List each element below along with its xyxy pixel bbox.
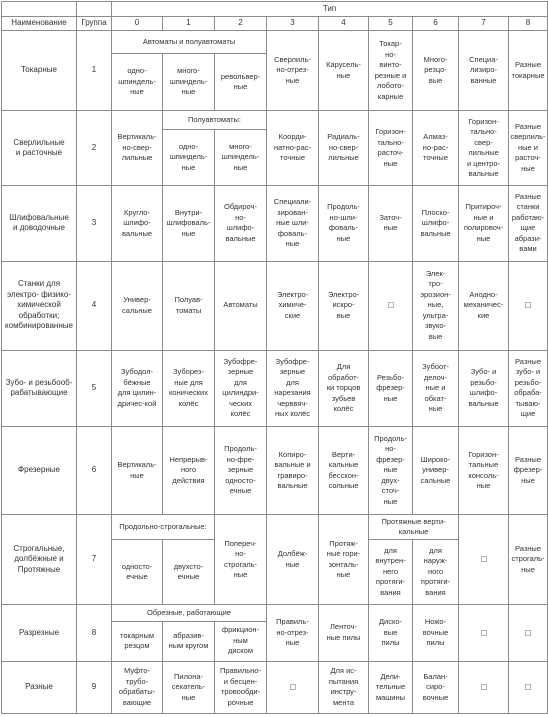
header-name: Наименование — [2, 16, 77, 31]
cell-type-1: двухсто- ечные — [163, 540, 215, 605]
span-header: Автоматы и полуавтоматы — [112, 31, 267, 54]
cell-type-1: Полуав- томаты — [163, 261, 215, 350]
row-group: 7 — [77, 514, 112, 604]
empty-box-icon — [525, 684, 531, 690]
cell-type-2: Правильно- и бесцен- тровообди- рочные — [215, 661, 267, 713]
row-group: 6 — [77, 427, 112, 515]
row-group: 9 — [77, 661, 112, 713]
empty-cell — [509, 661, 548, 713]
cell-type-5: Заточ- ные — [369, 186, 413, 261]
row-name: Сверлильные и расточные — [2, 110, 77, 185]
span-header: Продольно-строгальные: — [112, 514, 215, 539]
cell-type-0: Муфто- трубо- обрабаты- вающие — [112, 661, 163, 713]
row-group: 3 — [77, 186, 112, 261]
header-type-2: 2 — [215, 16, 267, 31]
cell-type-4: Для ис- пытания инстру- мента — [319, 661, 369, 713]
cell-type-5: Токар- но- винто- резные и лобото- карные — [369, 31, 413, 111]
empty-box-icon — [290, 684, 296, 690]
header-type-7: 7 — [459, 16, 509, 31]
cell-type-5: Резьбо- фрезер- ные — [369, 350, 413, 426]
cell-type-8: Разные токарные — [509, 31, 548, 111]
header-type: Тип — [112, 2, 548, 17]
cell-type-0: Кругло- шлифо- вальные — [112, 186, 163, 261]
empty-cell — [509, 605, 548, 662]
header-type-4: 4 — [319, 16, 369, 31]
cell-type-8: Разные строгаль- ные — [509, 514, 548, 604]
cell-type-5: Дели- тельные машины — [369, 661, 413, 713]
empty-box-icon — [525, 302, 531, 308]
cell-type-1: Зуборез- ные для конических колёс — [163, 350, 215, 426]
cell-type-6: Ножо- вочные пилы — [413, 605, 459, 662]
header-type-5: 5 — [369, 16, 413, 31]
row-name: Фрезерные — [2, 427, 77, 515]
cell-type-4: Электро- искро- вые — [319, 261, 369, 350]
cell-type-2: много- шпиндель- ные — [215, 129, 267, 186]
empty-box-icon — [388, 302, 394, 308]
cell-type-0: Универ- сальные — [112, 261, 163, 350]
cell-type-7: Зубо- и резьбо- шлифо- вальные — [459, 350, 509, 426]
cell-type-3: Долбёж- ные — [267, 514, 319, 604]
row-name: Разрезные — [2, 605, 77, 662]
cell-type-7: Горизон- тальные консоль- ные — [459, 427, 509, 515]
cell-type-6: Балан- сиро- вочные — [413, 661, 459, 713]
cell-type-4: Протяж- ные гори- зонталь- ные — [319, 514, 369, 604]
cell-type-4: Верти- кальные бесскон- сольные — [319, 427, 369, 515]
cell-type-4: Карусель- ные — [319, 31, 369, 111]
cell-type-2: Продоль- но-фре- зерные односто- ечные — [215, 427, 267, 515]
cell-type-3: Электро- химиче- ские — [267, 261, 319, 350]
empty-cell — [459, 605, 509, 662]
header-type-6: 6 — [413, 16, 459, 31]
cell-type-1: много- шпиндель- ные — [163, 54, 215, 111]
empty-box-icon — [525, 630, 531, 636]
cell-type-7: Горизон- тально- свер- лильные и центро- вальные — [459, 110, 509, 185]
cell-type-1: Пилона- секатель- ные — [163, 661, 215, 713]
span-header: Обрезные, работающие — [112, 605, 267, 622]
cell-type-7: Притироч- ные и полировоч- ные — [459, 186, 509, 261]
cell-type-1: Внутри- шлифоваль- ные — [163, 186, 215, 261]
header-type-1: 1 — [163, 16, 215, 31]
empty-cell — [267, 661, 319, 713]
cell-type-8: Разные сверлиль- ные и расточ- ные — [509, 110, 548, 185]
cell-type-6: для наруж- ного протяги- вания — [413, 540, 459, 605]
cell-type-6: Плоско- шлифо- вальные — [413, 186, 459, 261]
cell-type-3: Зубофре- зерные для нарезания черввяч- ных колёс — [267, 350, 319, 426]
machine-classification-table — [1, 1, 548, 714]
empty-cell — [459, 514, 509, 604]
row-name: Строгальные, долбёжные и Протяжные — [2, 514, 77, 604]
row-name: Разные — [2, 661, 77, 713]
cell-type-2: Обдироч- но- шлифо- вальные — [215, 186, 267, 261]
cell-type-6: Много- резцо- вые — [413, 31, 459, 111]
cell-type-2: фрикцион- ным диском — [215, 621, 267, 661]
cell-type-6: Широко- универ- сальные — [413, 427, 459, 515]
cell-type-2: Автоматы — [215, 261, 267, 350]
cell-type-0: одно- шпиндель- ные — [112, 54, 163, 111]
cell-type-0: Зубодол- бёжные для цилин- дричес-кой — [112, 350, 163, 426]
span-header: Протяжные верти- кальные — [369, 514, 459, 539]
cell-type-4: Ленточ- ные пилы — [319, 605, 369, 662]
cell-type-6: Алмаз- но-рас- точные — [413, 110, 459, 185]
empty-cell — [509, 261, 548, 350]
cell-type-2: Зубофре- зерные для цилиндри- ческих колёс — [215, 350, 267, 426]
empty-cell — [459, 661, 509, 713]
header-type-3: 3 — [267, 16, 319, 31]
cell-type-3: Копиро- вальные и гравиро- вальные — [267, 427, 319, 515]
cell-type-8: Разные фрезер- ные — [509, 427, 548, 515]
cell-type-3: Специали- зирован- ные шли- фоваль- ные — [267, 186, 319, 261]
cell-type-5: для внутрен- него протяги- вания — [369, 540, 413, 605]
cell-type-0: Вертикаль- но-свер- лильные — [112, 110, 163, 185]
cell-type-7: Специа- лизиро- ванные — [459, 31, 509, 111]
cell-type-6: Элек- тро- эрозион- ные, ультра- звуко- вые — [413, 261, 459, 350]
cell-type-6: Зубоот- делоч- ные и обкат- ные — [413, 350, 459, 426]
header-type-8: 8 — [509, 16, 548, 31]
empty-box-icon — [481, 684, 487, 690]
cell-type-5: Продоль- но- фрезер- ные двух- сточ- ные — [369, 427, 413, 515]
empty-cell — [369, 261, 413, 350]
cell-type-4: Радиаль- но-свер- лильные — [319, 110, 369, 185]
row-group: 8 — [77, 605, 112, 662]
span-header: Полуавтоматы: — [163, 110, 267, 129]
row-name: Шлифовальные и доводочные — [2, 186, 77, 261]
empty-box-icon — [481, 630, 487, 636]
cell-type-8: Разные станки работаю- щие абрази- вами — [509, 186, 548, 261]
cell-type-1: одно- шпиндель- ные — [163, 129, 215, 186]
header-type-0: 0 — [112, 16, 163, 31]
cell-type-1: абразив- ным кругом — [163, 621, 215, 661]
cell-type-3: Коорди- натно-рас- точные — [267, 110, 319, 185]
row-name: Станки для электро- физико- химической обработки; комбинированные — [2, 261, 77, 350]
cell-type-1: Непрерыв- ного действия — [163, 427, 215, 515]
cell-type-8: Разные зубо- и резьбо- обраба- тываю- щие — [509, 350, 548, 426]
row-group: 1 — [77, 31, 112, 111]
cell-type-3: Правиль- но-отрез- ные — [267, 605, 319, 662]
empty-box-icon — [481, 556, 487, 562]
row-group: 4 — [77, 261, 112, 350]
cell-type-0: односто- ечные — [112, 540, 163, 605]
cell-type-7: Анодно- механичес- кие — [459, 261, 509, 350]
cell-type-0: Вертикаль- ные — [112, 427, 163, 515]
cell-type-4: Продоль- но-шли- фоваль- ные — [319, 186, 369, 261]
header-group: Группа — [77, 16, 112, 31]
row-group: 2 — [77, 110, 112, 185]
cell-type-5: Горизон- тально- расточ- ные — [369, 110, 413, 185]
header-blank-cell — [77, 2, 112, 17]
cell-type-0: токарным резцом — [112, 621, 163, 661]
cell-type-2: револьвер- ные — [215, 54, 267, 111]
cell-type-3: Сверлиль- но-отрез- ные — [267, 31, 319, 111]
cell-type-5: Диско- вые пилы — [369, 605, 413, 662]
cell-type-2: Попереч- но- строгаль- ные — [215, 514, 267, 604]
row-name: Зубо- и резьбооб- рабатывающие — [2, 350, 77, 426]
header-blank-cell — [2, 2, 77, 17]
row-name: Токарные — [2, 31, 77, 111]
cell-type-4: Для обработ- ки торцов зубьев колёс — [319, 350, 369, 426]
row-group: 5 — [77, 350, 112, 426]
